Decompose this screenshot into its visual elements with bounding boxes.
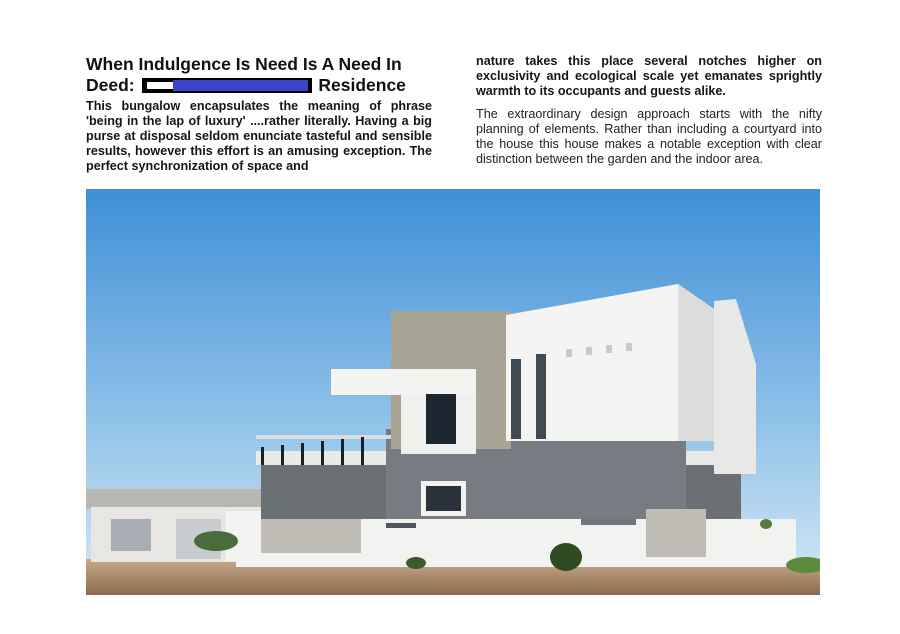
right-column [476,54,822,167]
right-paragraph-regular: The extraordinary design approach starts with the nifty planning of elements. Rather than including a courtyard into the house this house makes a notable exception with clear distinction between the garden and the indoor area. [476,107,822,166]
residence-photo [86,189,820,595]
right-paragraph-bold: nature takes this place several notches higher on exclusivity and ecological scale yet emanates sprightly warmth to its occupants and guests alike. [476,54,822,98]
title-text-part1: When Indulgence Is Need Is A Need In Deed: [86,54,402,95]
neighbor-roof [86,489,276,509]
cantilever-frame [331,369,476,395]
left-column [86,54,432,174]
title-text-part2: Residence [318,75,406,95]
house-illustration [86,189,820,595]
redacted-name [142,78,312,93]
left-paragraph: This bungalow encapsulates the meaning of phrase 'being in the lap of luxury' ....rather literally. Having a big purse at disposal seldom enunciate tasteful and sensible results, however this effort is an amusing exception. The perfect synchronization of space and [86,99,432,173]
article-title [86,54,432,96]
